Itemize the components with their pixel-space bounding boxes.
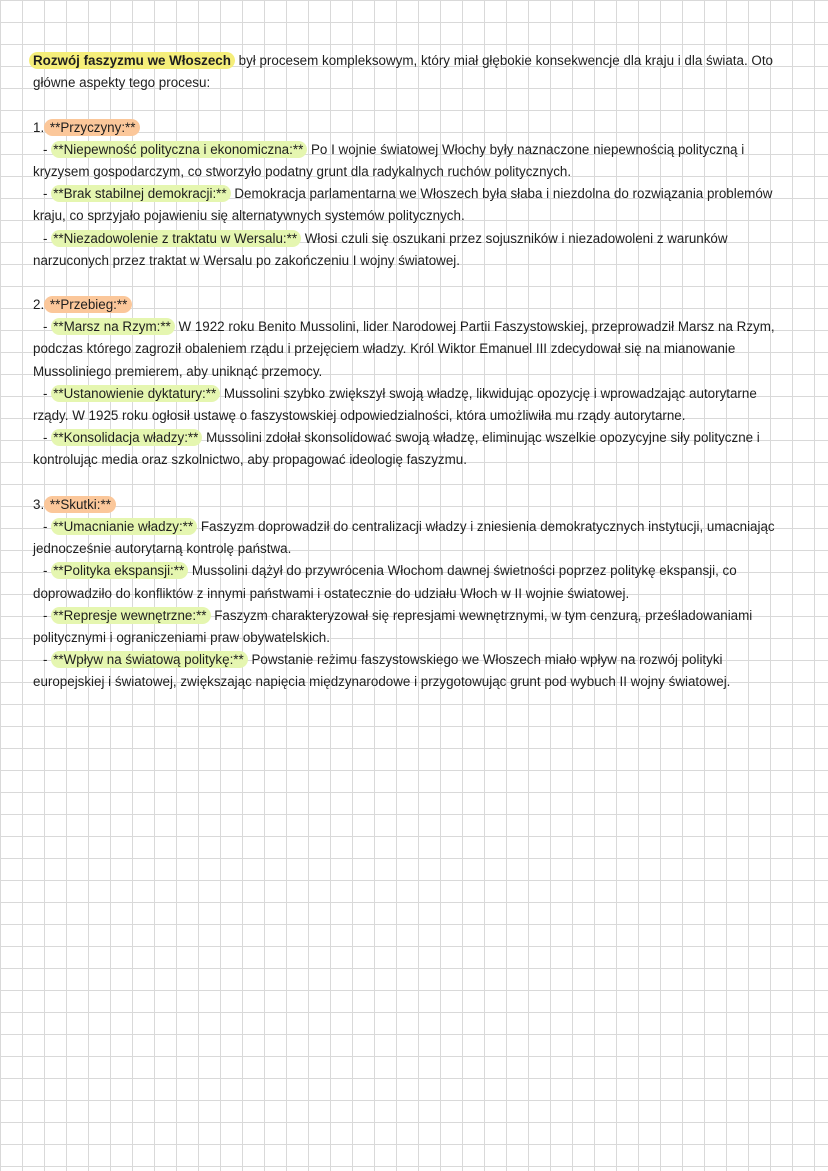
list-item xyxy=(33,560,803,582)
blank-line xyxy=(33,472,803,494)
item-continuation: Mussoliniego premierem, aby uniknąć przemocy. xyxy=(33,363,323,379)
item-label: **Ustanowienie dyktatury:** xyxy=(51,385,220,402)
list-item xyxy=(33,427,803,449)
item-continuation: narzuconych przez traktat w Wersalu po zakończeniu I wojny światowej. xyxy=(33,252,460,268)
bullet: - xyxy=(43,141,52,157)
bullet: - xyxy=(43,652,52,668)
item-continuation: europejskiej i światowej, zwiększając napięcia międzynarodowe i przygotowując grunt pod wybuch II wojny światowej. xyxy=(33,674,731,690)
item-text: Faszyzm doprowadził do centralizacji władzy i zniesienia demokratycznych instytucji, umacniając xyxy=(197,518,775,534)
note-document xyxy=(33,50,803,693)
bullet: - xyxy=(43,385,52,401)
item-text: Demokracja parlamentarna we Włoszech była słaba i niezdolna do rozwiązania problemów xyxy=(230,186,773,202)
item-text: Mussolini szybko zwiększył swoją władzę, likwidując opozycję i wprowadzając autorytarne xyxy=(220,385,757,401)
section-heading xyxy=(33,294,803,316)
item-label: **Brak stabilnej demokracji:** xyxy=(51,185,230,202)
item-continuation: kraju, co sprzyjało pojawieniu się alternatywnych systemów politycznych. xyxy=(33,208,465,224)
item-label: **Polityka ekspansji:** xyxy=(51,562,188,579)
section-heading-label: **Przebieg:** xyxy=(44,296,132,313)
item-text: Faszyzm charakteryzował się represjami wewnętrznymi, w tym cenzurą, prześladowaniami xyxy=(210,607,753,623)
bullet: - xyxy=(43,230,52,246)
item-text: Powstanie reżimu faszystowskiego we Włoszech miało wpływ na rozwój polityki xyxy=(247,652,723,668)
item-label: **Konsolidacja władzy:** xyxy=(51,429,202,446)
bullet: - xyxy=(43,430,52,446)
item-continuation: podczas którego zagroził obaleniem rządu i przejęciem władzy. Król Wiktor Emanuel III zdecydował się na mianowanie xyxy=(33,341,736,357)
bullet: - xyxy=(43,607,52,623)
intro-line-1 xyxy=(33,50,803,72)
item-label: **Umacnianie władzy:** xyxy=(51,518,197,535)
intro-line-2: główne aspekty tego procesu: xyxy=(33,75,211,91)
item-continuation: rządy. W 1925 roku ogłosił ustawę o faszystowskiej odpowiedzialności, która umożliwiła mu rządy autorytarne. xyxy=(33,408,686,423)
intro-text: był procesem kompleksowym, który miał głębokie konsekwencje dla kraju i dla świata. Oto xyxy=(234,53,773,68)
bullet: - xyxy=(43,319,52,335)
list-item xyxy=(33,383,803,405)
item-text: Mussolini dążył do przywrócenia Włochom dawnej świetności poprzez politykę ekspansji, co xyxy=(188,563,737,579)
section-number: 2. xyxy=(33,297,45,313)
item-label: **Marsz na Rzym:** xyxy=(51,318,175,335)
blank-line xyxy=(33,94,803,116)
section-number: 1. xyxy=(33,119,45,135)
bullet: - xyxy=(43,186,52,202)
bullet: - xyxy=(43,518,52,534)
item-text: Mussolini zdołał skonsolidować swoją władzę, eliminując wszelkie opozycyjne siły polityczne i xyxy=(202,430,760,446)
list-item xyxy=(33,649,803,671)
list-item xyxy=(33,139,803,161)
sections xyxy=(33,94,803,693)
item-continuation: kontrolując media oraz szkolnictwo, aby propagować ideologię faszyzmu. xyxy=(33,452,467,468)
item-label: **Represje wewnętrzne:** xyxy=(51,607,210,624)
bullet: - xyxy=(43,563,52,579)
section-heading-label: **Przyczyny:** xyxy=(44,119,140,136)
item-label: **Niezadowolenie z traktatu w Wersalu:** xyxy=(51,230,301,247)
list-item xyxy=(33,316,803,338)
item-continuation: politycznymi i ograniczeniami praw obywatelskich. xyxy=(33,629,330,645)
item-text: W 1922 roku Benito Mussolini, lider Narodowej Partii Faszystowskiej, przeprowadził Marsz na Rzym, xyxy=(174,319,775,335)
section-heading xyxy=(33,117,803,139)
item-continuation: doprowadziło do konfliktów z innymi państwami i ostatecznie do udziału Włoch w II wojnie światowej. xyxy=(33,585,630,601)
list-item xyxy=(33,183,803,205)
section-heading-label: **Skutki:** xyxy=(44,496,116,513)
document-title: Rozwój faszyzmu we Włoszech xyxy=(29,52,235,69)
section-number: 3. xyxy=(33,496,45,512)
item-text: Po I wojnie światowej Włochy były naznaczone niepewnością polityczną i xyxy=(307,141,745,157)
item-label: **Wpływ na światową politykę:** xyxy=(51,651,248,668)
item-continuation: jednocześnie autorytarną kontrolę państwa. xyxy=(33,541,292,557)
item-continuation: kryzysem gospodarczym, co stworzyło podatny grunt dla radykalnych ruchów politycznych. xyxy=(33,163,572,179)
blank-line xyxy=(33,272,803,294)
list-item xyxy=(33,516,803,538)
item-text: Włosi czuli się oszukani przez sojuszników i niezadowoleni z warunków xyxy=(301,230,728,246)
section-heading xyxy=(33,494,803,516)
list-item xyxy=(33,228,803,250)
list-item xyxy=(33,605,803,627)
item-label: **Niepewność polityczna i ekonomiczna:** xyxy=(51,141,307,158)
